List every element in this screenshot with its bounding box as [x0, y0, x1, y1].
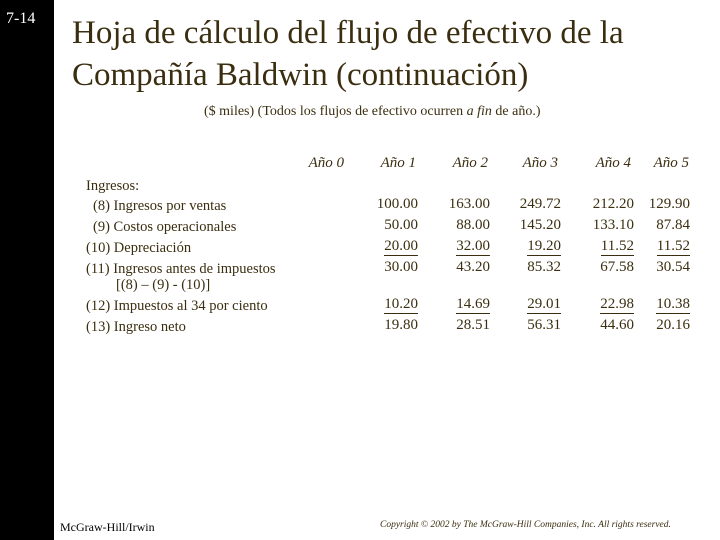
subtitle-suffix: de año.) [491, 104, 541, 119]
cell-r12-y4: 22.98 [600, 296, 634, 312]
label-row-11-formula: [(8) – (9) - (10)] [116, 277, 211, 293]
label-row-10: (10) Depreciación [86, 240, 192, 256]
title-line-1: Hoja de cálculo del flujo de efectivo de la [72, 15, 624, 51]
cell-r9-y2: 88.00 [456, 217, 490, 233]
cell-r12-y3: 29.01 [527, 296, 561, 312]
cell-r10-y5: 11.52 [656, 238, 690, 254]
cell-r11-y5: 30.54 [656, 259, 690, 275]
year-header-0: Año 0 [308, 155, 344, 171]
label-row-12: (12) Impuestos al 34 por ciento [86, 298, 268, 314]
cell-r8-y4: 212.20 [592, 196, 634, 212]
cell-r10-y4: 11.52 [600, 238, 634, 254]
cell-r10-y1: 20.00 [384, 238, 418, 254]
column-year-3 [505, 196, 561, 346]
cell-r13-y5: 20.16 [656, 317, 690, 333]
label-row-11: (11) Ingresos antes de impuestos [86, 261, 276, 277]
cell-r8-y5: 129.90 [648, 196, 690, 212]
slide-subtitle [204, 104, 541, 120]
year-header-3: Año 3 [522, 155, 558, 171]
subtitle-prefix: ($ miles) (Todos los flujos de efectivo ocurren [204, 104, 467, 119]
label-row-9: (9) Costos operacionales [93, 219, 237, 235]
slide-number: 7-14 [6, 10, 36, 27]
label-row-13: (13) Ingreso neto [86, 319, 186, 335]
year-header-5: Año 5 [653, 155, 689, 171]
publisher-footer: McGraw-Hill/Irwin [60, 520, 155, 534]
cell-r13-y1: 19.80 [384, 317, 418, 333]
cell-r9-y5: 87.84 [656, 217, 690, 233]
cell-r11-y3: 85.32 [527, 259, 561, 275]
cell-r10-y2: 32.00 [456, 238, 490, 254]
cell-r12-y5: 10.38 [656, 296, 690, 312]
slide-title [72, 12, 712, 96]
year-header-2: Año 2 [452, 155, 488, 171]
cell-r8-y3: 249.72 [519, 196, 561, 212]
cell-r12-y2: 14.69 [456, 296, 490, 312]
cell-r13-y4: 44.60 [600, 317, 634, 333]
cell-r9-y3: 145.20 [519, 217, 561, 233]
title-line-2: Compañía Baldwin (continuación) [72, 57, 529, 93]
column-year-4 [578, 196, 634, 346]
cell-r8-y2: 163.00 [448, 196, 490, 212]
cell-r11-y2: 43.20 [456, 259, 490, 275]
cell-r11-y4: 67.58 [600, 259, 634, 275]
cell-r10-y3: 19.20 [527, 238, 561, 254]
cell-r12-y1: 10.20 [384, 296, 418, 312]
subtitle-emphasis: a fin [466, 104, 492, 119]
label-row-8: (8) Ingresos por ventas [93, 198, 227, 214]
year-header-4: Año 4 [595, 155, 631, 171]
sidebar-bar [0, 0, 54, 540]
cell-r8-y1: 100.00 [376, 196, 418, 212]
copyright-footer: Copyright © 2002 by The McGraw-Hill Companies, Inc. All rights reserved. [380, 520, 671, 530]
cell-r13-y2: 28.51 [456, 317, 490, 333]
label-ingresos: Ingresos: [86, 178, 140, 194]
column-year-5 [634, 196, 690, 346]
cell-r11-y1: 30.00 [384, 259, 418, 275]
cell-r9-y1: 50.00 [384, 217, 418, 233]
cell-r13-y3: 56.31 [527, 317, 561, 333]
cell-r9-y4: 133.10 [592, 217, 634, 233]
column-year-2 [434, 196, 490, 346]
year-header-1: Año 1 [380, 155, 416, 171]
column-year-1 [362, 196, 418, 346]
